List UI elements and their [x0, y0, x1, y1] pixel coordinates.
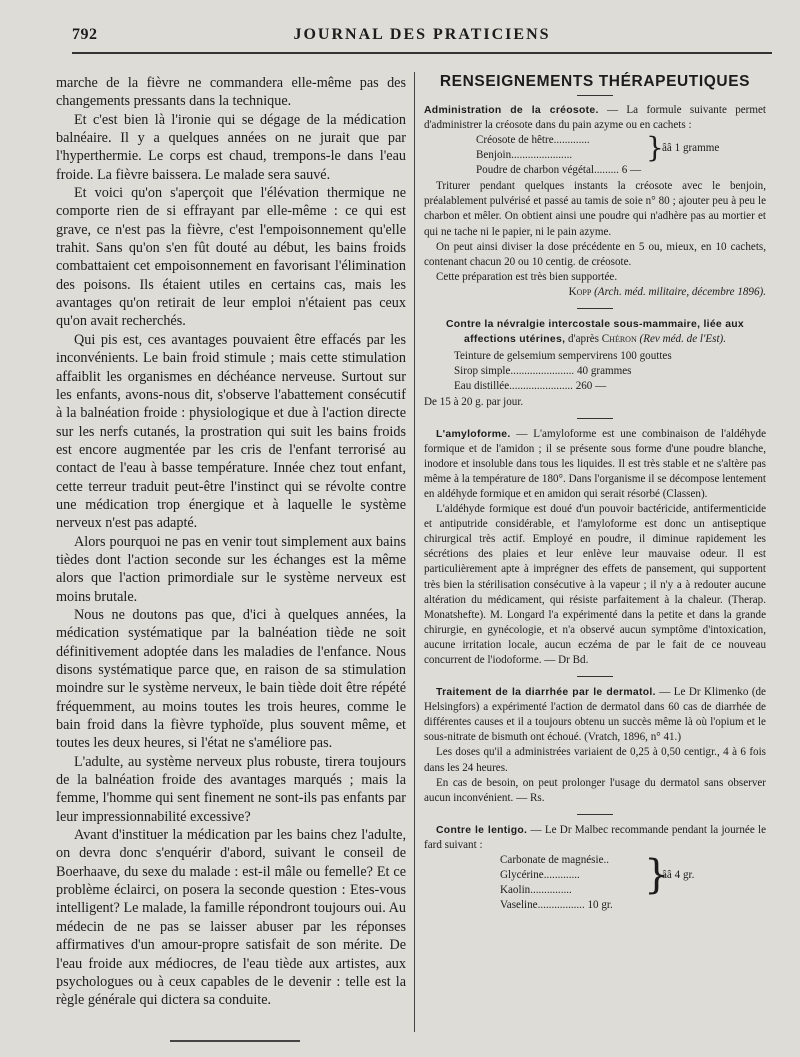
diarrhee-paragraph — [424, 685, 766, 745]
lentigo-heading: Contre le lentigo. — [436, 824, 528, 836]
nevralgie-heading-line — [424, 317, 766, 347]
amyloforme-heading: L'amyloforme. — [436, 428, 511, 440]
section-separator — [577, 676, 613, 677]
creosote-paragraph: On peut ainsi diviser la dose précédente en 5 ou, mieux, en 10 cachets, contenant chacun 20 ou 10 centig. de créosote. — [424, 240, 766, 268]
section-separator — [577, 814, 613, 815]
journal-title: JOURNAL DES PRATICIENS — [293, 26, 551, 43]
article-paragraph: Avant d'instituer la médication par les bains chez l'adulte, on devra donc s'enquérir d'abord, suivant le conseil de Boerhaave, du sexe du malade : est-il mâle ou femelle? Et ce problème éclairci, on posera la seconde question : Etes-vous intelligent? Le malade, la famille répondront toujours oui. Au médecin de ne pas se laisser abuser par les réponses affirmatives d'un amour-propre satisfait de son mérite. De l'eau froide aux médiocres, de l'eau tiède aux artistes, aux psychologues ou à ceux capables de le devenir : telle est la règle générale qui dictera sa conduite. — [56, 827, 406, 1009]
section-title: RENSEIGNEMENTS THÉRAPEUTIQUES — [439, 73, 751, 90]
nevralgie-author: Chéron — [601, 333, 637, 346]
article-paragraph: Alors pourquoi ne pas en venir tout simplement aux bains tièdes dont l'action seconde sur les échanges est la même alors que l'action primordiale sur le système nerveux est moins brutale. — [56, 533, 406, 605]
nevralgie-heading: Contre la névralgie intercostale sous-mammaire, liée aux affections utérines, — [445, 319, 745, 346]
article-paragraph: Nous ne doutons pas que, d'ici à quelques années, la médication systématique par la balnéation tiède ne soit définitivement adoptée dans les maladies de l'enfance. Nous disons systématique parce que, en raison de sa stimulation moindre sur le système nerveux, le bain tiède doit être répété fréquemment, au moins toutes les trois heures, comme le bain froid dans la fièvre typhoïde, plus souvent même, et toutes les deux heures, si l'état ne s'améliore pas. — [56, 606, 406, 752]
right-column-therapeutics — [424, 74, 766, 915]
page-number: 792 — [72, 26, 98, 43]
brace: } — [646, 131, 664, 165]
amyloforme-paragraph — [424, 427, 766, 502]
article-paragraph: Qui pis est, ces avantages pouvaient être effacés par les inconvénients. Le bain froid stimule ; mais cette stimulation affaiblit les organismes en déchéance nerveuse. Surtout sur les enfants, avons-nous dit, s'observe l'abattement consécutif à la balnéation froide : physiologique et due à l'action directe sur les nerfs cutanés, la prostration qui suit les bains froids est encore augmentée par les cris de l'enfant terrorisé au contact de l'eau à basse température. Innée chez tout enfant, cette terreur traduit peut-être l'instinct qui se révolte contre une médication trop énergique et à laquelle le système nerveux n'est pas adapté. — [56, 331, 406, 532]
creosote-source — [424, 285, 766, 300]
nevralgie-formula — [454, 349, 766, 394]
formula-line: Créosote de hêtre............. — [476, 134, 590, 147]
section-separator — [577, 308, 613, 309]
nevralgie-dosage: De 15 à 20 g. par jour. — [424, 395, 524, 408]
diarrhee-paragraph: En cas de besoin, on peut prolonger l'usage du dermatol sans observer aucun inconvénient. — Rs. — [424, 776, 766, 804]
formula-line: Poudre de charbon végétal......... 6 — — [476, 164, 642, 177]
lentigo-formula — [500, 853, 766, 915]
brace: } — [644, 852, 670, 899]
creosote-intro-text: — La formule suivante permet d'administrer la créosote dans du pain azyme ou en cachets : — [424, 104, 766, 132]
creosote-paragraph: Cette préparation est très bien supportée. — [436, 270, 618, 283]
left-column-article — [56, 74, 406, 1010]
column-divider — [414, 72, 415, 1032]
article-paragraph: Et c'est bien là l'ironie qui se dégage de la médication balnéaire. Il y a quelques années on ne jurait que par l'hyperthermie. Le corps est chaud, trempons-le dans l'eau froide. La fièvre baissera. Le malade sera sauvé. — [56, 111, 406, 183]
diarrhee-paragraph: Les doses qu'il a administrées variaient de 0,25 à 0,50 centigr., 4 à 6 fois dans les 24 heures. — [424, 746, 766, 774]
source-author: Kopp — [568, 285, 592, 298]
creosote-heading: Administration de la créosote. — [424, 105, 599, 117]
diarrhee-text: — Le Dr Klimenko (de Helsingfors) a expérimenté l'action de dermatol dans 60 cas de diarrhée de différentes causes et il a toujours obtenu un succès même là où l'opium et le sous-nitrate de bismuth ont échoué. (Vratch, 1896, n° 41.) — [424, 686, 766, 744]
diarrhee-heading: Traitement de la diarrhée par le dermatol. — [436, 687, 656, 699]
formula-dose: ââ 4 gr. — [662, 869, 695, 882]
formula-line: Carbonate de magnésie.. — [500, 854, 610, 867]
source-reference: (Arch. méd. militaire, décembre 1896). — [594, 285, 766, 298]
section-separator — [577, 418, 613, 419]
creosote-intro — [424, 103, 766, 133]
formula-line: Vaseline................. 10 gr. — [500, 899, 613, 912]
creosote-paragraph: Triturer pendant quelques instants la créosote avec le benjoin, préalablement pulvérisé et passé au tamis de soie n° 80 ; ajouter peu à peu le charbon et mêler. On obtient ainsi une poudre qui n'adhère pas au mortier et qui ne tache ni le papier, ni le pain azyme. — [424, 180, 766, 238]
article-paragraph: Et voici qu'on s'aperçoit que l'élévation thermique ne comporte rien de si effrayant par elle-même : ce qui est grave, ce n'est pas la fièvre, c'est l'empoisonnement qu'elle trahit. Sans qu'on s'en fût douté au début, les bains froids combattaient cet empoisonnement en favorisant l'élimination des poisons. Ils étaient utiles en certains cas, mais les avantages qu'on retirait de leur emploi n'étaient pas ceux qu'on avait recherchés. — [56, 185, 406, 330]
creosote-formula — [476, 133, 766, 179]
lentigo-text: — Le Dr Malbec recommande pendant la journée le fard suivant : — [424, 823, 766, 851]
article-paragraph: L'adulte, au système nerveux plus robuste, tirera toujours de la balnéation froide des avantages marqués ; mais la femme, l'homme qui sent finement ne sont-ils pas enfants par leur impressionnabilité excessive? — [56, 753, 406, 825]
end-rule — [170, 1040, 300, 1042]
nevralgie-reference: (Rev méd. de l'Est). — [639, 333, 726, 346]
formula-line: Benjoin...................... — [476, 149, 573, 162]
formula-line: Glycérine............. — [500, 869, 580, 882]
formula-line: Kaolin............... — [500, 884, 572, 897]
nevralgie-after: d'après — [568, 333, 599, 346]
article-paragraph: marche de la fièvre ne commandera elle-même pas des changements pressants dans la technique. — [56, 75, 406, 110]
page-header — [72, 22, 772, 54]
formula-dose: ââ 1 gramme — [662, 142, 720, 155]
formula-line: Sirop simple....................... 40 grammes — [454, 365, 632, 378]
formula-line: Teinture de gelsemium sempervirens 100 gouttes — [454, 350, 672, 363]
amyloforme-text: — L'amyloforme est une combinaison de l'aldéhyde formique et de l'amidon ; il se présente sous forme d'une poudre blanche, inodore et insoluble dans tous les liquides. Il est très stable et ne s'altère pas même à la température de 180°. Dans l'organisme il se décompose lentement en aldéhyde formique et en amidon qui serait résorbé (Classen). — [424, 427, 766, 500]
formula-line: Eau distillée....................... 260 — — [454, 380, 607, 393]
amyloforme-paragraph: L'aldéhyde formique est doué d'un pouvoir bactéricide, antifermenticide et antiputride considérable, et l'amyloforme est donc un antiseptique chirurgical très actif. Employé en poudre, il diminue rapidement les sécrétions des plaies et leur enlève leur mauvaise odeur. Il est particulièrement apte à imprégner des effets de pansement, qui supportent très bien la stérilisation consécutive à la vapeur ; il n'y a à redouter aucune altération du médicament, qui résiste parfaitement à la chaleur. (Therap. Monatshefte). M. Longard l'a expérimenté dans la petite et dans la grande chirurgie, en gynécologie, et n'a observé aucun symptôme d'intoxication, aucune irritation locale, aucun eczéma de par le fait de ce nouveau concurrent de l'iodoforme. — Dr Bd. — [424, 503, 766, 666]
lentigo-paragraph — [424, 823, 766, 853]
title-rule — [577, 95, 613, 96]
